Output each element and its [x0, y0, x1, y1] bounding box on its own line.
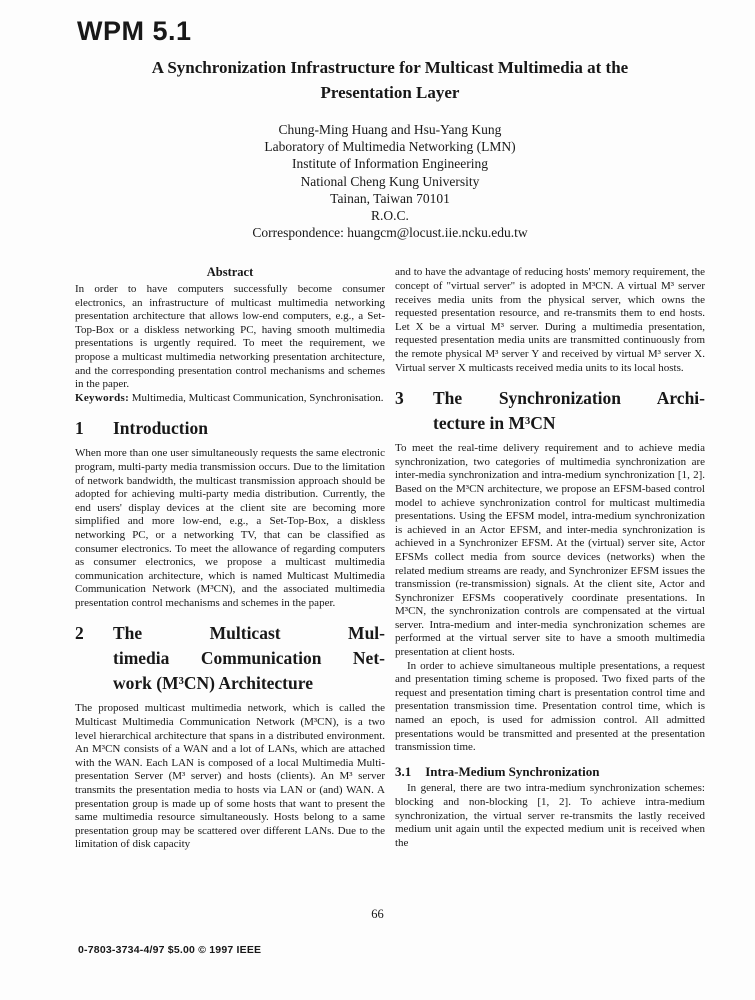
- section-3-heading-line-2: tecture in M³CN: [433, 413, 556, 434]
- session-code: WPM 5.1: [77, 16, 192, 46]
- section-3-text-1: To meet the real-time delivery requirement and to achieve media synchronization, two categories of multimedia synchronization are inter-media synchronization and intra-medium synchronization [1, 2]. Based on the M³CN architecture, we propose an EFSM-based control model to achieve synchronization control for multicast multimedia presentations. Using the EFSM model, intra-medium synchronization is achieved in an Actor EFSM, and inter-media synchronization is achieved in a Synchronizer EFSM. At the (virtual) server site, Actor EFSMs collect media from source devices (networks) when the related medium streams are ready, and Synchronizer EFSM issues the transmission (re-transmission) signals. At the client site, Actor and Synchronizer EFSMs cooperatively coordinate presentations. In M³CN, the synchronization controls are compensated at the virtual server. Intra-medium and inter-media synchronization schemes are performed at the virtual server site to have a smooth multimedia presentation at client hosts.: [395, 442, 705, 659]
- section-3-1-heading-text: Intra-Medium Synchronization: [425, 763, 600, 779]
- section-3-1-heading: [395, 765, 705, 779]
- section-1-text: When more than one user simultaneously requests the same electronic program, multi-party media transmission occurs. Due to the limitation of network bandwidth, the multicast transmission approach should be adopted for achieving multi-party media distribution. Currently, the end users' display devices at the client site are becoming more simplified and more low-end, e.g., a Set-Top-Box, a diskless networking PC, or a networking TV, that can be classified as consumer electronics. To meet the allowance of regarding computers as consumer electronics, we propose a multicast multimedia communication architecture, which is named Multicast Multimedia Communication Network (M³CN), and the associated multimedia presentation control mechanisms and schemes in the paper.: [75, 447, 385, 609]
- section-2-number: 2: [75, 623, 84, 644]
- keywords-label: Keywords:: [75, 391, 130, 404]
- author-affiliation-institute: Institute of Information Engineering: [291, 156, 489, 172]
- author-affiliation-country: R.O.C.: [371, 208, 409, 224]
- section-3-heading-line-1: The Synchronization Archi-: [433, 388, 705, 409]
- section-3-number: 3: [395, 388, 404, 409]
- right-column: [395, 266, 705, 852]
- author-block: [0, 121, 755, 241]
- keywords-line: [75, 392, 385, 406]
- page-number: 66: [371, 907, 384, 921]
- abstract-text: In order to have computers successfully become consumer electronics, an infrastructure of multicast multimedia networking presentation architecture that allows low-end computers, e.g., a Set-Top-Box or a diskless networking PC, having smooth multimedia presentations is urgently required. To meet the requirement, we propose a multicast multimedia networking presentation architecture, and the corresponding presentation control mechanisms and schemes in the paper.: [75, 283, 385, 391]
- author-affiliation-lab: Laboratory of Multimedia Networking (LMN): [264, 139, 516, 155]
- correspondence-email: Correspondence: huangcm@locust.iie.ncku.edu.tw: [252, 225, 528, 241]
- section-1-number: 1: [75, 418, 84, 439]
- author-affiliation-university: National Cheng Kung University: [300, 173, 480, 189]
- author-affiliation-city: Tainan, Taiwan 70101: [330, 190, 450, 206]
- section-3-1-text: In general, there are two intra-medium synchronization schemes: blocking and non-blocking [1, 2]. To achieve intra-medium synchronization, the virtual server re-transmits the lastly received medium unit again until the expected medium unit is received when the: [395, 782, 705, 849]
- left-column: [75, 266, 385, 852]
- copyright-notice: 0-7803-3734-4/97 $5.00 © 1997 IEEE: [78, 944, 262, 956]
- section-1-heading-text: Introduction: [113, 418, 208, 439]
- keywords-text: Multimedia, Multicast Communication, Synchronisation.: [131, 391, 384, 404]
- author-names: Chung-Ming Huang and Hsu-Yang Kung: [278, 122, 502, 137]
- abstract-heading: Abstract: [206, 265, 254, 280]
- two-column-body: [0, 241, 755, 852]
- section-3-1-number: 3.1: [395, 763, 412, 779]
- section-2-heading-line-2: timedia Communication Net-: [113, 648, 385, 669]
- section-2-heading: [75, 621, 385, 696]
- section-1-heading: [75, 416, 385, 441]
- paper-title-line-2: Presentation Layer: [320, 83, 460, 102]
- continuation-text: and to have the advantage of reducing hosts' memory requirement, the concept of "virtual server" is adopted in M³CN. A virtual M³ server receives media units from the physical server, which owns the requested presentation resource, and re-transmits them to end hosts. Let X be a virtual M³ server. During a multimedia presentation, requested presentation media units are transmitted continuously from the remote physical M³ server Y and received by virtual M³ server X. Virtual server X multicasts received media units to its local hosts.: [395, 266, 705, 374]
- section-2-heading-line-3: work (M³CN) Architecture: [113, 673, 313, 694]
- section-3-text-2: In order to achieve simultaneous multiple presentations, a request and presentation timing scheme is proposed. Two fixed parts of the request and presentation timing chart is presentation control time and presentation transmission time. Presentation control time, which is named an epoch, is used for admission control. All admitted presentations would be transmitted and presented at the presentation transmission time.: [395, 659, 705, 754]
- paper-title: [0, 55, 755, 105]
- paper-title-line-1: A Synchronization Infrastructure for Multicast Multimedia at the: [151, 58, 629, 77]
- section-2-heading-line-1: The Multicast Mul-: [113, 623, 385, 644]
- section-3-heading: [395, 386, 705, 436]
- section-2-text: The proposed multicast multimedia network, which is called the Multicast Multimedia Communication Network (M³CN), is a two level hierarchical architecture that spans in a distributed environment. An M³CN consists of a WAN and a lot of LANs, which are attached with the WAN. Each LAN is composed of a local Multimedia Multi-presentation Server (M³ server) and hosts (clients). An M³ server transmits the presentation media to hosts via LAN or (and) WAN. A presentation group is made up of some hosts that want to present the same multimedia resource simultaneously. Hosts belong to a same presentation group may be scattered over different LANs. Due to the limitation of disk capacity: [75, 702, 385, 851]
